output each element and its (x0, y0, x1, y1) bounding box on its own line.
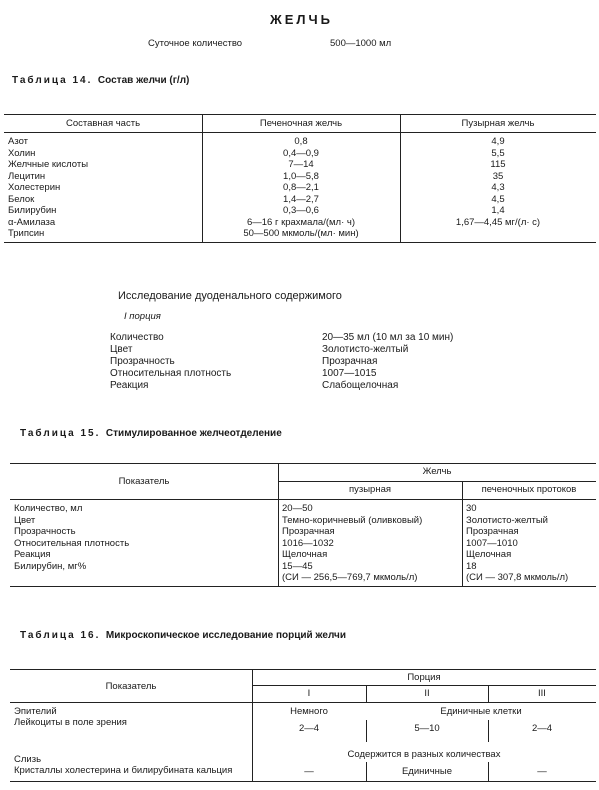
table15-cell-indicator: Относительная плотность (14, 537, 130, 549)
table15-group-rule (278, 481, 596, 482)
table14-header-rule (4, 132, 596, 133)
duodenal-row-value: 20—35 мл (10 мл за 10 мин) (322, 332, 454, 343)
duodenal-row-value: Прозрачная (322, 356, 378, 367)
table14-cell-hepatic: 1,0—5,8 (283, 170, 319, 182)
duodenal-row-value: Золотисто-желтый (322, 344, 409, 355)
table15-cell-ducts: 1007—1010 (466, 537, 518, 549)
table15-caption-text: Стимулированное желчеотделение (105, 428, 282, 439)
table16-cell-merged-2-3: Единичные клетки (440, 706, 522, 717)
table14-cell-gallbladder: 1,4 (491, 205, 505, 216)
table14-cell-gallbladder: 35 (492, 170, 504, 182)
table14-cell-hepatic: 0,8 (294, 136, 308, 147)
table16-cell-indicator: Лейкоциты в поле зрения (14, 717, 127, 728)
table14-cell-part: Белок (8, 193, 35, 205)
table15-cell-ducts: Щелочная (466, 549, 512, 560)
table14-cell-hepatic: 6—16 г крахмала/(мл· ч) (246, 216, 355, 228)
duodenal-row-value: Слабощелочная (322, 380, 399, 391)
table15-cell-gallbladder: Прозрачная (282, 526, 335, 537)
table15-bottom-rule (10, 586, 596, 587)
table14-cell-hepatic: 0,4—0,9 (283, 147, 319, 159)
duodenal-row-value: 1007—1015 (322, 368, 377, 379)
table15-cell-ducts: (СИ — 307,8 мкмоль/л) (466, 572, 569, 583)
table15-divider-2 (462, 481, 463, 586)
table14-cell-part: Билирубин (8, 205, 57, 216)
table16-cell-portion-2: 5—10 (414, 723, 440, 734)
duodenal-row-label: Количество (110, 332, 164, 343)
table15-cell-gallbladder: Щелочная (282, 549, 328, 560)
table15-header-gallbladder: пузырная (348, 484, 392, 495)
table16-header-group: Порция (407, 672, 441, 683)
table15-divider-1 (278, 463, 279, 586)
table14-caption-text: Состав желчи (г/л) (97, 75, 190, 86)
table15-cell-gallbladder: 20—50 (282, 503, 313, 514)
table14-cell-gallbladder: 4,5 (491, 193, 505, 205)
duodenal-row-label: Относительная плотность (110, 368, 232, 379)
table14-cell-part: Азот (8, 136, 29, 147)
table16-group-rule (252, 685, 596, 686)
table15-cell-ducts: Золотисто-желтый (466, 514, 548, 526)
duodenal-row-label: Прозрачность (110, 356, 175, 367)
table15-cell-indicator: Прозрачность (14, 526, 76, 537)
table14-cell-gallbladder: 1,67—4,45 мг/(л· с) (455, 216, 541, 228)
table16-header-portion-1: I (307, 688, 311, 699)
table16-cell-portion-2: Единичные (401, 766, 453, 777)
table14-cell-part: α-Амилаза (8, 216, 56, 228)
table14-bottom-rule (4, 242, 596, 243)
table16-caption-text: Микроскопическое исследование порций желчи (105, 630, 347, 641)
table15-cell-indicator: Билирубин, мг% (14, 560, 87, 572)
table16-bottom-rule (10, 781, 596, 782)
duodenal-portion: I порция (124, 311, 161, 322)
duodenal-heading: Исследование дуоденального содержимого (118, 290, 342, 302)
table16-header-portion-3: III (538, 688, 546, 699)
table15-header-rule (10, 499, 596, 500)
table15-header-group: Желчь (422, 466, 452, 477)
table15-caption (20, 428, 282, 439)
table14-header-part: Составная часть (65, 118, 141, 129)
table16-cell-merged-all: Содержится в разных количествах (347, 749, 501, 760)
table15-cell-gallbladder: 1016—1032 (282, 537, 334, 549)
table16-cell-indicator: Кристаллы холестерина и билирубината кальция (14, 765, 233, 776)
table14-cell-part: Трипсин (8, 228, 45, 239)
table16-caption (20, 630, 346, 641)
table14-cell-gallbladder: 115 (490, 159, 506, 170)
table15-cell-ducts: 30 (466, 503, 477, 514)
table14-top-rule (4, 114, 596, 115)
table14-caption-prefix: Таблица 14. (12, 75, 93, 86)
table16-cell-indicator: Эпителий (14, 706, 57, 717)
table14-cell-hepatic: 0,3—0,6 (283, 205, 319, 216)
table15-caption-prefix: Таблица 15. (20, 428, 101, 439)
table14-cell-part: Желчные кислоты (8, 159, 89, 170)
table15-top-rule (10, 463, 596, 464)
table16-cell-portion-3: — (537, 766, 547, 777)
duodenal-row-label: Реакция (110, 380, 149, 391)
table14-cell-gallbladder: 4,9 (491, 136, 505, 147)
table15-header-ducts: печеночных протоков (481, 484, 577, 495)
table16-cell-portion-1: — (304, 766, 314, 777)
table14-cell-part: Холин (8, 147, 36, 159)
table16-header-rule (10, 702, 596, 703)
table15-cell-ducts: Прозрачная (466, 526, 519, 537)
table15-cell-indicator: Реакция (14, 549, 51, 560)
table14-caption (12, 75, 189, 86)
table15-cell-ducts: 18 (466, 560, 477, 572)
table14-cell-part: Холестерин (8, 182, 61, 193)
table16-cell-portion-3: 2—4 (531, 723, 553, 734)
table14-cell-gallbladder: 4,3 (491, 182, 505, 193)
table15-cell-gallbladder: 15—45 (282, 560, 313, 572)
table16-top-rule (10, 669, 596, 670)
daily-amount-value: 500—1000 мл (330, 38, 392, 49)
table15-cell-indicator: Цвет (14, 514, 36, 526)
table16-cell-portion-1: 2—4 (298, 723, 320, 734)
table14-header-gallbladder: Пузырная желчь (461, 118, 535, 129)
table14-cell-gallbladder: 5,5 (491, 147, 505, 159)
table14-cell-part: Лецитин (8, 170, 46, 182)
table14-header-hepatic: Печеночная желчь (259, 118, 343, 129)
table14-cell-hepatic: 50—500 мкмоль/(мл· мин) (243, 228, 359, 239)
table14-cell-hepatic: 7—14 (288, 159, 314, 170)
daily-amount-label: Суточное количество (148, 38, 243, 49)
table14-cell-hepatic: 0,8—2,1 (283, 182, 319, 193)
table16-cell-portion-1: Немного (290, 706, 328, 717)
table16-header-portion-2: II (424, 688, 430, 699)
table15-cell-indicator: Количество, мл (14, 503, 83, 514)
page-title: ЖЕЛЧЬ (270, 12, 334, 27)
table15-cell-gallbladder: Темно-коричневый (оливковый) (282, 514, 423, 526)
duodenal-row-label: Цвет (110, 344, 133, 355)
table14-cell-hepatic: 1,4—2,7 (283, 193, 319, 205)
table16-caption-prefix: Таблица 16. (20, 630, 101, 641)
table16-cell-indicator: Слизь (14, 754, 42, 765)
table16-header-indicator: Показатель (105, 681, 157, 692)
table15-cell-gallbladder: (СИ — 256,5—769,7 мкмоль/л) (282, 572, 418, 583)
table15-header-indicator: Показатель (118, 476, 170, 487)
